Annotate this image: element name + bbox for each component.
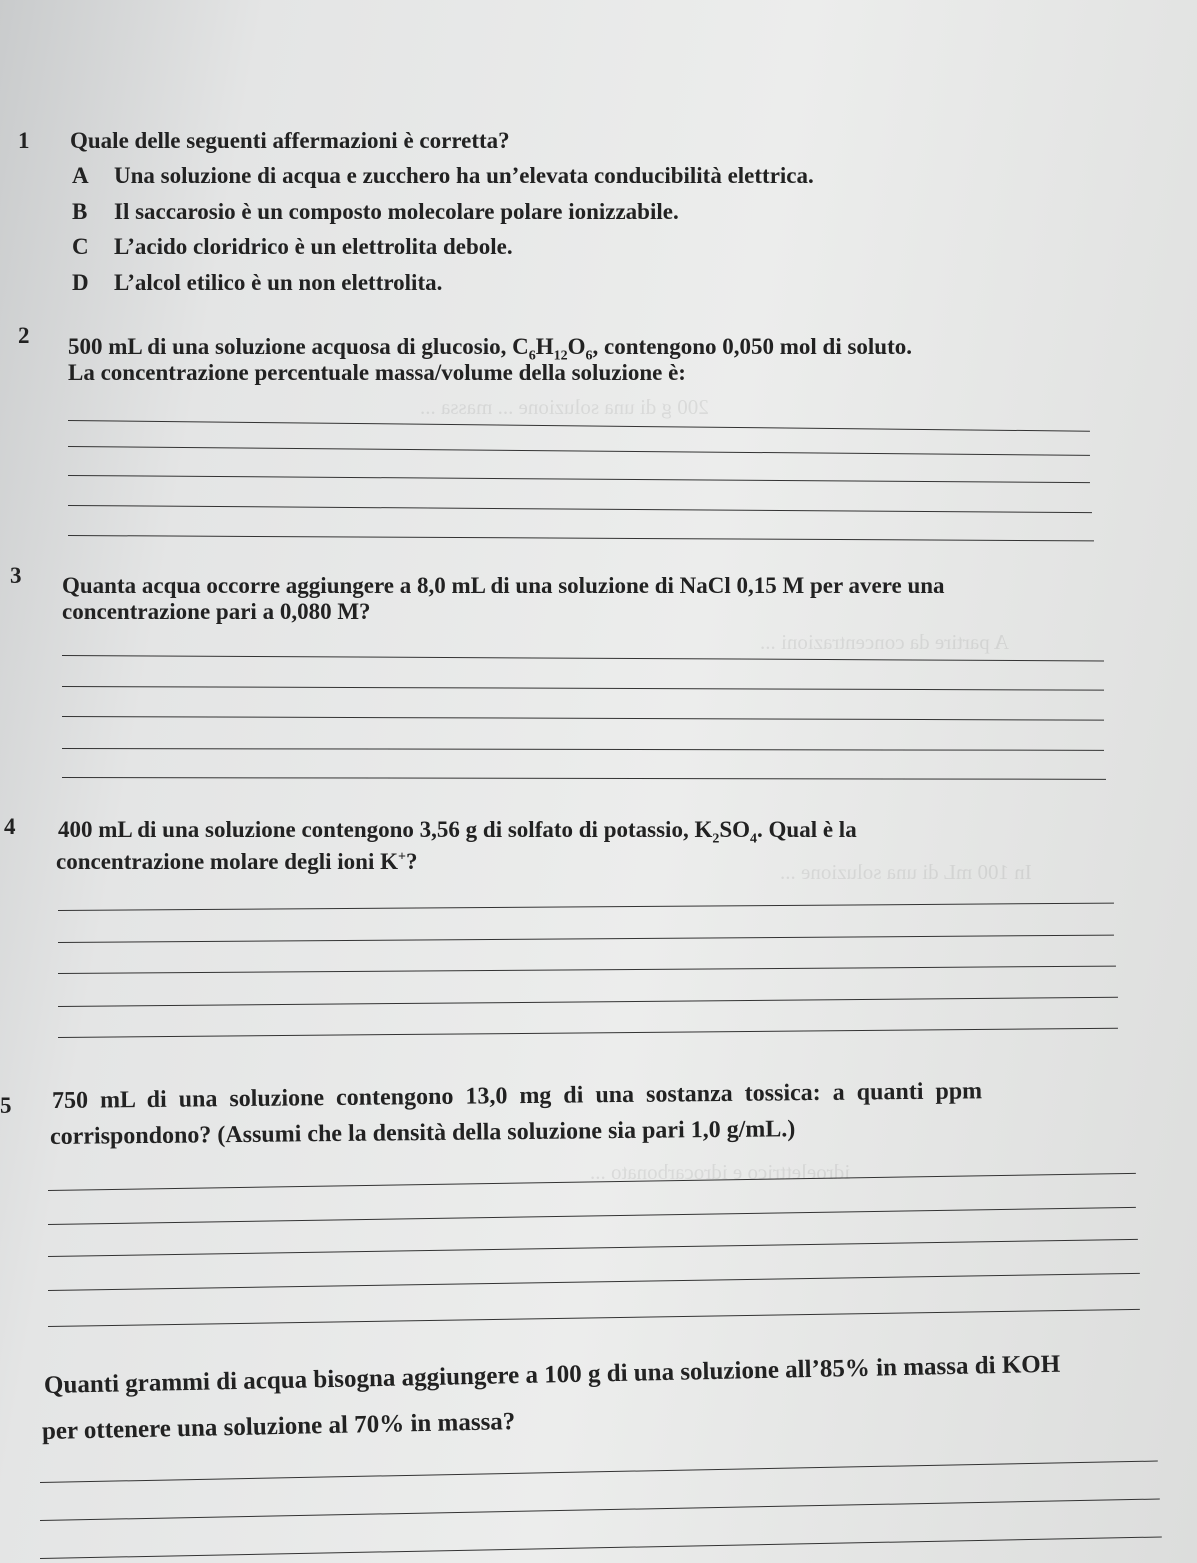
question-text-line2: concentrazione molare degli ioni K+? bbox=[56, 849, 418, 874]
question-text: Quale delle seguenti affermazioni è corretta? bbox=[70, 128, 510, 153]
answer-line[interactable] bbox=[58, 997, 1118, 1007]
question-number: 4 bbox=[4, 814, 16, 839]
answer-line[interactable] bbox=[48, 1207, 1136, 1225]
show-through-text: A partire da concentrazioni ... bbox=[760, 630, 1009, 654]
answer-line[interactable] bbox=[68, 420, 1090, 432]
answer-line[interactable] bbox=[68, 475, 1090, 483]
question-text: 750 mL di una soluzione contengono 13,0 mg di una sostanza tossica: a quanti ppm bbox=[51, 1078, 983, 1114]
question-text-line2: per ottenere una soluzione al 70% in massa? bbox=[41, 1408, 516, 1445]
option-letter: D bbox=[72, 270, 89, 295]
option-letter: B bbox=[72, 199, 88, 224]
answer-line[interactable] bbox=[58, 1028, 1118, 1038]
answer-line[interactable] bbox=[62, 655, 1104, 661]
option-letter: C bbox=[72, 234, 89, 259]
question-number: 3 bbox=[10, 563, 22, 588]
answer-option-a[interactable] bbox=[72, 163, 814, 189]
answer-option-c[interactable] bbox=[72, 234, 513, 260]
answer-line[interactable] bbox=[62, 777, 1106, 780]
question-text: Quanta acqua occorre aggiungere a 8,0 mL di una soluzione di NaCl 0,15 M per avere una bbox=[62, 573, 945, 598]
answer-line[interactable] bbox=[40, 1498, 1160, 1521]
show-through-text: 200 g di una soluzione ... massa ... bbox=[420, 395, 709, 419]
answer-line[interactable] bbox=[68, 535, 1094, 541]
answer-line[interactable] bbox=[58, 903, 1114, 911]
answer-line[interactable] bbox=[62, 686, 1104, 691]
question-text-line2: concentrazione pari a 0,080 M? bbox=[62, 599, 371, 624]
question-number: 5 bbox=[0, 1093, 12, 1118]
answer-line[interactable] bbox=[62, 748, 1104, 751]
option-text: Una soluzione di acqua e zucchero ha un’elevata conducibilità elettrica. bbox=[114, 163, 814, 188]
answer-line[interactable] bbox=[58, 935, 1114, 943]
answer-line[interactable] bbox=[40, 1461, 1158, 1483]
answer-option-d[interactable] bbox=[72, 270, 442, 296]
question-text: Quanti grammi di acqua bisogna aggiungere a 100 g di una soluzione all’85% in massa di KOH bbox=[43, 1350, 1061, 1399]
option-text: L’alcol etilico è un non elettrolita. bbox=[114, 270, 443, 295]
answer-line[interactable] bbox=[48, 1239, 1138, 1257]
option-text: L’acido cloridrico è un elettrolita debole. bbox=[114, 234, 513, 259]
show-through-text: In 100 mL di una soluzione ... bbox=[780, 860, 1032, 884]
answer-line[interactable] bbox=[40, 1536, 1162, 1559]
answer-line[interactable] bbox=[68, 505, 1092, 513]
question-text-line2: corrispondono? (Assumi che la densità della soluzione sia pari 1,0 g/mL.) bbox=[49, 1116, 796, 1150]
question-text: 500 mL di una soluzione acquosa di glucosio, $C_6H_{12}O_6$, contengono 0,050 mol di soluto. bbox=[68, 334, 913, 364]
question-text-line2: La concentrazione percentuale massa/volume della soluzione è: bbox=[68, 360, 686, 385]
option-text: Il saccarosio è un composto molecolare polare ionizzabile. bbox=[114, 199, 679, 224]
question-number: 2 bbox=[18, 323, 30, 348]
answer-line[interactable] bbox=[48, 1273, 1140, 1291]
answer-line[interactable] bbox=[58, 966, 1116, 974]
answer-line[interactable] bbox=[62, 716, 1104, 721]
answer-line[interactable] bbox=[68, 446, 1090, 456]
show-through-text: idroelettrico e idrocarbonato ... bbox=[590, 1160, 851, 1184]
question-text: 400 mL di una soluzione contengono 3,56 g di solfato di potassio, $K_2SO_4$. Qual è la bbox=[58, 817, 857, 847]
question-number: 1 bbox=[18, 128, 30, 153]
answer-option-b[interactable] bbox=[72, 199, 679, 225]
answer-line[interactable] bbox=[48, 1309, 1140, 1327]
option-letter: A bbox=[72, 163, 89, 188]
